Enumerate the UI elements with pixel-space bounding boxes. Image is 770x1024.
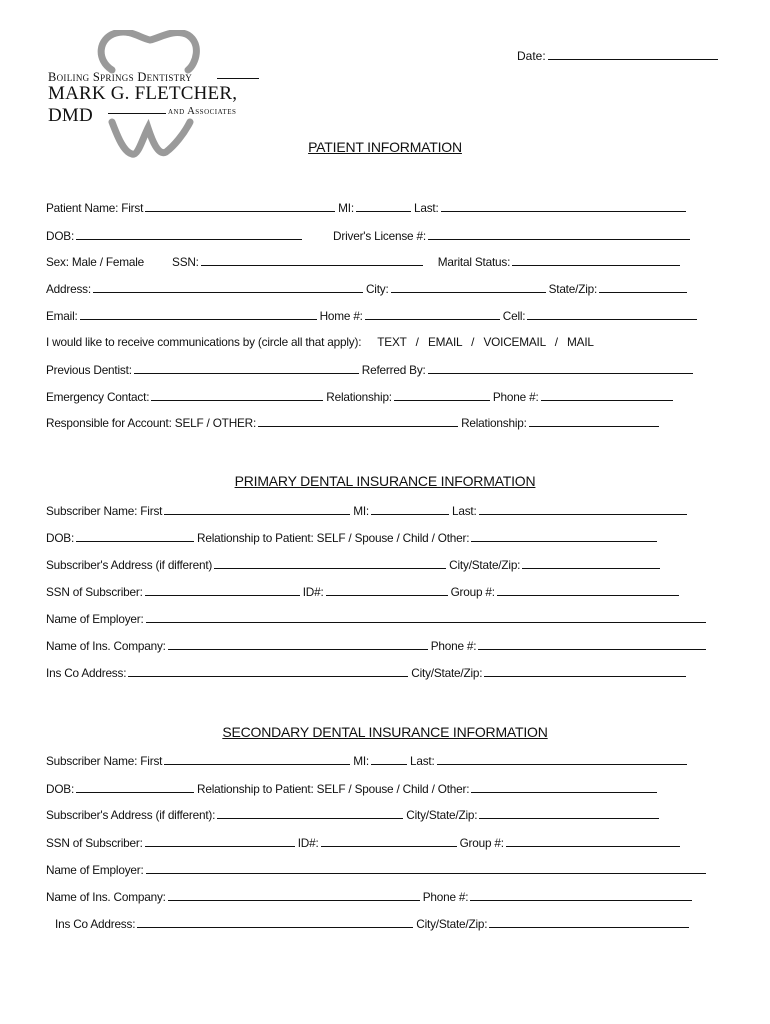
patient-marital-field[interactable] xyxy=(512,254,680,266)
referred-label: Referred By: xyxy=(361,363,426,377)
primary-company-field[interactable] xyxy=(168,638,428,650)
responsible-relationship-field[interactable] xyxy=(529,415,659,427)
secondary-ssn-row xyxy=(46,835,683,850)
secondary-mi-field[interactable] xyxy=(371,753,407,765)
primary-csz-label: City/State/Zip: xyxy=(449,558,521,572)
patient-last-label: Last: xyxy=(413,201,439,215)
primary-ssn-row xyxy=(46,584,682,599)
secondary-ssn-label: SSN of Subscriber: xyxy=(46,836,143,850)
primary-mi-label: MI: xyxy=(353,504,370,518)
secondary-co-address-row xyxy=(55,916,692,931)
secondary-employer-label: Name of Employer: xyxy=(46,863,144,877)
secondary-dob-row xyxy=(46,781,660,796)
secondary-employer-row xyxy=(46,862,709,877)
primary-company-label: Name of Ins. Company: xyxy=(46,639,166,653)
secondary-co-csz-label: City/State/Zip: xyxy=(416,917,488,931)
secondary-phone-label: Phone #: xyxy=(422,890,469,904)
patient-dob-label: DOB: xyxy=(46,229,75,243)
secondary-address-row xyxy=(46,807,662,822)
patient-city-field[interactable] xyxy=(391,281,546,293)
patient-address-row xyxy=(46,281,690,296)
secondary-group-label: Group #: xyxy=(459,836,504,850)
secondary-csz-label: City/State/Zip: xyxy=(406,808,478,822)
patient-license-label: Driver's License #: xyxy=(333,229,426,243)
emergency-relationship-field[interactable] xyxy=(394,389,490,401)
secondary-id-label: ID#: xyxy=(297,836,319,850)
secondary-co-address-field[interactable] xyxy=(137,916,413,928)
primary-first-label: Subscriber Name: First xyxy=(46,504,163,518)
primary-address-label: Subscriber's Address (if different) xyxy=(46,558,213,572)
patient-home-label: Home #: xyxy=(319,309,363,323)
secondary-dob-label: DOB: xyxy=(46,782,75,796)
responsible-label[interactable]: Responsible for Account: SELF / OTHER: xyxy=(46,416,257,430)
section-title-secondary: SECONDARY DENTAL INSURANCE INFORMATION xyxy=(222,724,548,740)
secondary-relationship-field[interactable] xyxy=(471,781,657,793)
prev-dentist-field[interactable] xyxy=(134,362,359,374)
secondary-id-field[interactable] xyxy=(321,835,457,847)
primary-last-label: Last: xyxy=(452,504,477,518)
primary-relationship-label[interactable]: Relationship to Patient: SELF / Spouse / Child / Other: xyxy=(197,531,470,545)
patient-address-label: Address: xyxy=(46,282,91,296)
logo-practice-name: Boiling Springs Dentistry xyxy=(48,70,193,84)
patient-name-row xyxy=(46,200,689,215)
secondary-name-row xyxy=(46,753,690,768)
patient-dob-field[interactable] xyxy=(76,228,302,240)
primary-co-csz-label: City/State/Zip: xyxy=(411,666,483,680)
patient-ssn-field[interactable] xyxy=(201,254,423,266)
logo-divider xyxy=(108,113,166,114)
secondary-last-field[interactable] xyxy=(437,753,687,765)
secondary-address-field[interactable] xyxy=(217,807,403,819)
secondary-csz-field[interactable] xyxy=(479,807,659,819)
patient-email-field[interactable] xyxy=(80,308,317,320)
secondary-address-label: Subscriber's Address (if different): xyxy=(46,808,216,822)
emergency-relationship-label: Relationship: xyxy=(326,390,392,404)
date-label: Date: xyxy=(517,49,546,63)
secondary-ssn-field[interactable] xyxy=(145,835,295,847)
prev-dentist-label: Previous Dentist: xyxy=(46,363,132,377)
patient-cell-label: Cell: xyxy=(502,309,526,323)
emergency-field[interactable] xyxy=(151,389,323,401)
logo-divider xyxy=(217,78,259,79)
responsible-field[interactable] xyxy=(258,415,458,427)
patient-sex-options[interactable]: Sex: Male / Female xyxy=(46,255,145,269)
primary-co-csz-field[interactable] xyxy=(484,665,686,677)
primary-co-address-field[interactable] xyxy=(128,665,408,677)
primary-employer-field[interactable] xyxy=(146,611,706,623)
secondary-employer-field[interactable] xyxy=(146,862,706,874)
secondary-relationship-label[interactable]: Relationship to Patient: SELF / Spouse / Child / Other: xyxy=(197,782,470,796)
patient-dentist-row xyxy=(46,362,696,377)
primary-phone-label: Phone #: xyxy=(430,639,477,653)
comms-options[interactable]: TEXT / EMAIL / VOICEMAIL / MAIL xyxy=(377,335,594,349)
primary-company-row xyxy=(46,638,709,653)
secondary-company-row xyxy=(46,889,695,904)
primary-id-label: ID#: xyxy=(302,585,324,599)
secondary-group-field[interactable] xyxy=(506,835,680,847)
primary-group-label: Group #: xyxy=(450,585,495,599)
patient-email-label: Email: xyxy=(46,309,78,323)
referred-field[interactable] xyxy=(428,362,693,374)
primary-co-address-label: Ins Co Address: xyxy=(46,666,127,680)
primary-co-address-row xyxy=(46,665,689,680)
emergency-label: Emergency Contact: xyxy=(46,390,150,404)
secondary-company-label: Name of Ins. Company: xyxy=(46,890,166,904)
patient-address-field[interactable] xyxy=(93,281,363,293)
secondary-first-label: Subscriber Name: First xyxy=(46,754,163,768)
patient-mi-field[interactable] xyxy=(356,200,411,212)
primary-address-field[interactable] xyxy=(214,557,446,569)
primary-group-field[interactable] xyxy=(497,584,679,596)
secondary-dob-field[interactable] xyxy=(76,781,194,793)
patient-city-label: City: xyxy=(365,282,389,296)
primary-dob-label: DOB: xyxy=(46,531,75,545)
primary-relationship-field[interactable] xyxy=(471,530,657,542)
secondary-first-field[interactable] xyxy=(164,753,350,765)
patient-ssn-label: SSN: xyxy=(172,255,199,269)
section-title-patient: PATIENT INFORMATION xyxy=(308,139,462,155)
patient-home-field[interactable] xyxy=(365,308,500,320)
primary-address-row xyxy=(46,557,663,572)
secondary-co-address-label: Ins Co Address: xyxy=(55,917,136,931)
primary-dob-field[interactable] xyxy=(76,530,194,542)
emergency-phone-label: Phone #: xyxy=(492,390,539,404)
primary-csz-field[interactable] xyxy=(522,557,660,569)
section-title-primary: PRIMARY DENTAL INSURANCE INFORMATION xyxy=(234,473,536,489)
date-field[interactable] xyxy=(548,48,718,60)
patient-sex-row xyxy=(46,254,683,269)
patient-mi-label: MI: xyxy=(338,201,354,215)
patient-statezip-field[interactable] xyxy=(599,281,687,293)
primary-name-row xyxy=(46,503,690,518)
logo-associates: and Associates xyxy=(168,106,237,117)
patient-statezip-label: State/Zip: xyxy=(548,282,598,296)
primary-last-field[interactable] xyxy=(479,503,687,515)
date-row xyxy=(517,48,721,63)
emergency-phone-field[interactable] xyxy=(541,389,673,401)
primary-mi-field[interactable] xyxy=(371,503,449,515)
primary-first-field[interactable] xyxy=(164,503,350,515)
secondary-mi-label: MI: xyxy=(353,754,370,768)
primary-ssn-field[interactable] xyxy=(145,584,300,596)
secondary-company-field[interactable] xyxy=(168,889,420,901)
patient-contact-row xyxy=(46,308,700,323)
patient-last-field[interactable] xyxy=(441,200,686,212)
primary-id-field[interactable] xyxy=(326,584,448,596)
primary-ssn-label: SSN of Subscriber: xyxy=(46,585,143,599)
patient-first-field[interactable] xyxy=(145,200,335,212)
patient-dob-row xyxy=(46,228,693,243)
primary-phone-field[interactable] xyxy=(478,638,706,650)
patient-cell-field[interactable] xyxy=(527,308,697,320)
secondary-phone-field[interactable] xyxy=(470,889,692,901)
patient-first-label: Patient Name: First xyxy=(46,201,144,215)
patient-comms-row xyxy=(46,335,594,349)
patient-responsible-row xyxy=(46,415,662,430)
primary-dob-row xyxy=(46,530,660,545)
logo-doctor-name: MARK G. FLETCHER, DMD xyxy=(48,83,238,126)
primary-employer-label: Name of Employer: xyxy=(46,612,144,626)
patient-license-field[interactable] xyxy=(428,228,690,240)
patient-marital-label: Marital Status: xyxy=(437,255,511,269)
responsible-relationship-label: Relationship: xyxy=(461,416,527,430)
primary-employer-row xyxy=(46,611,709,626)
secondary-co-csz-field[interactable] xyxy=(489,916,689,928)
comms-prompt: I would like to receive communications by (circle all that apply): xyxy=(46,335,362,349)
secondary-last-label: Last: xyxy=(410,754,435,768)
patient-emergency-row xyxy=(46,389,676,404)
